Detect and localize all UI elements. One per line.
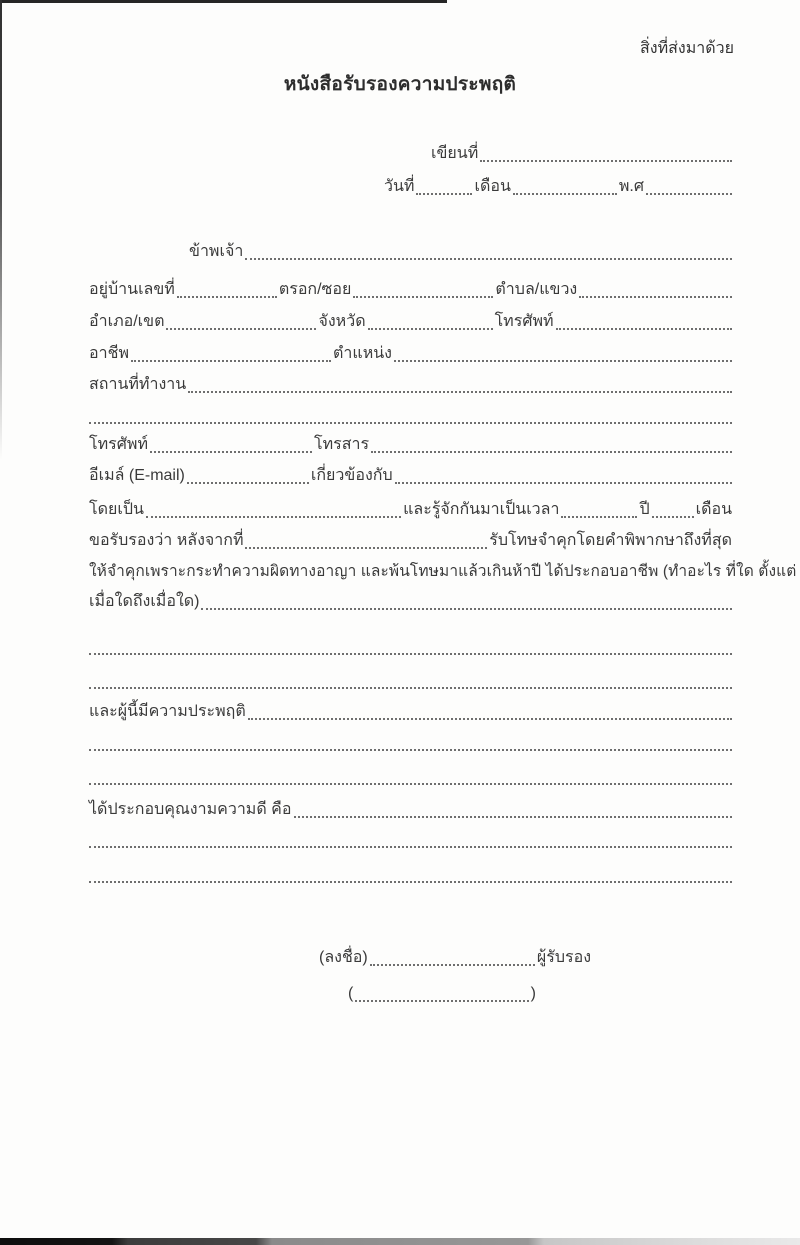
years-label: ปี xyxy=(639,501,650,518)
blank-line-1 xyxy=(88,638,733,657)
period-row xyxy=(88,592,733,612)
relation-label: เกี่ยวข้องกับ xyxy=(310,467,393,484)
province-label: จังหวัด xyxy=(318,313,366,330)
lane-label: ตรอก/ซอย xyxy=(278,281,352,298)
email-field xyxy=(187,467,309,484)
year-field xyxy=(646,178,732,195)
month-label: เดือน xyxy=(474,178,511,195)
workplace-field xyxy=(188,376,732,393)
blank-field-4 xyxy=(89,768,732,785)
subdistrict-field xyxy=(579,281,732,298)
conduct-label: และผู้นี้มีความประพฤติ xyxy=(89,703,246,720)
conduct-field xyxy=(248,703,732,720)
blank-field-1 xyxy=(89,638,732,655)
being-row xyxy=(88,500,733,520)
blank-line-4 xyxy=(88,768,733,787)
province-field xyxy=(368,313,493,330)
occupation-field xyxy=(131,345,331,362)
certify-label: ขอรับรองว่า หลังจากที่ xyxy=(89,532,244,549)
workplace-continued-field xyxy=(89,407,732,424)
months-field xyxy=(652,501,694,518)
declarant-name-field xyxy=(245,243,732,260)
signature-name-row xyxy=(347,984,537,1004)
date-row xyxy=(383,177,733,197)
years-field xyxy=(561,501,637,518)
page-title: หนังสือรับรองความประพฤติ xyxy=(283,74,517,95)
blank-line-5 xyxy=(88,831,733,850)
fax-label: โทรสาร xyxy=(313,436,370,453)
written-at-field xyxy=(480,145,732,162)
blank-line-2 xyxy=(88,672,733,691)
phone-field xyxy=(556,313,732,330)
certifier-label: ผู้รับรอง xyxy=(536,949,591,966)
paragraph-row xyxy=(88,562,797,582)
certified-person-field xyxy=(245,532,487,549)
scan-artifact-bottom xyxy=(0,1238,800,1245)
house-no-label: อยู่บ้านเลขที่ xyxy=(89,281,175,298)
period-field xyxy=(201,593,732,610)
being-label: โดยเป็น xyxy=(89,501,144,518)
relation-field xyxy=(395,467,732,484)
phone-label: โทรศัพท์ xyxy=(494,313,554,330)
house-no-field xyxy=(177,281,277,298)
good-deeds-row xyxy=(88,800,733,820)
sign-label: (ลงชื่อ) xyxy=(319,949,368,966)
subdistrict-label: ตำบล/แขวง xyxy=(495,281,578,298)
signature-field xyxy=(370,949,535,966)
occupation-label: อาชีพ xyxy=(89,345,129,362)
close-paren: ) xyxy=(530,985,536,1002)
blank-line-6 xyxy=(88,866,733,885)
district-label: อำเภอ/เขต xyxy=(89,313,165,330)
blank-line-3 xyxy=(88,734,733,753)
signature-name-field xyxy=(355,985,528,1002)
blank-field-2 xyxy=(89,672,732,689)
workplace-label: สถานที่ทำงาน xyxy=(89,376,187,393)
district-field xyxy=(166,313,316,330)
attachment-note: สิ่งที่ส่งมาด้วย xyxy=(640,40,734,57)
good-deeds-field xyxy=(294,801,733,818)
written-at-row xyxy=(430,144,733,164)
blank-field-3 xyxy=(89,734,732,751)
months-label: เดือน xyxy=(695,501,732,518)
email-row xyxy=(88,466,733,486)
position-field xyxy=(394,345,732,362)
fax-field xyxy=(371,436,732,453)
period-label: เมื่อใดถึงเมื่อใด) xyxy=(89,593,200,610)
blank-field-6 xyxy=(89,866,732,883)
month-field xyxy=(513,178,617,195)
year-label: พ.ศ xyxy=(618,178,644,195)
certify-row xyxy=(88,531,733,551)
phone2-label: โทรศัพท์ xyxy=(89,436,148,453)
position-label: ตำแหน่ง xyxy=(333,345,392,362)
being-field xyxy=(146,501,401,518)
declarant-row xyxy=(88,242,733,262)
occupation-row xyxy=(88,344,733,364)
written-at-label: เขียนที่ xyxy=(431,145,479,162)
open-paren: ( xyxy=(348,985,354,1002)
signature-row xyxy=(318,948,592,968)
email-label: อีเมล์ (E-mail) xyxy=(89,467,185,484)
verdict-tail-label: รับโทษจำคุกโดยคำพิพากษาถึงที่สุด xyxy=(489,532,732,549)
address-row xyxy=(88,280,733,300)
phone2-field xyxy=(150,436,312,453)
date-label: วันที่ xyxy=(384,178,415,195)
workplace-continued-row xyxy=(88,407,733,426)
blank-field-5 xyxy=(89,831,732,848)
declarant-label: ข้าพเจ้า xyxy=(189,243,244,260)
workplace-row xyxy=(88,375,733,395)
good-deeds-label: ได้ประกอบคุณงามความดี คือ xyxy=(89,801,292,818)
conduct-row xyxy=(88,702,733,722)
district-row xyxy=(88,312,733,332)
known-duration-label: และรู้จักกันมาเป็นเวลา xyxy=(403,501,560,518)
scan-artifact-top xyxy=(0,0,447,3)
phone-fax-row xyxy=(88,435,733,455)
date-field xyxy=(416,178,472,195)
paragraph-text: ให้จำคุกเพราะกระทำความผิดทางอาญา และพ้นโทษมาแล้วเกินห้าปี ได้ประกอบอาชีพ (ทำอะไร ที่ใด ตั้งแต่ xyxy=(89,563,797,580)
lane-field xyxy=(353,281,493,298)
